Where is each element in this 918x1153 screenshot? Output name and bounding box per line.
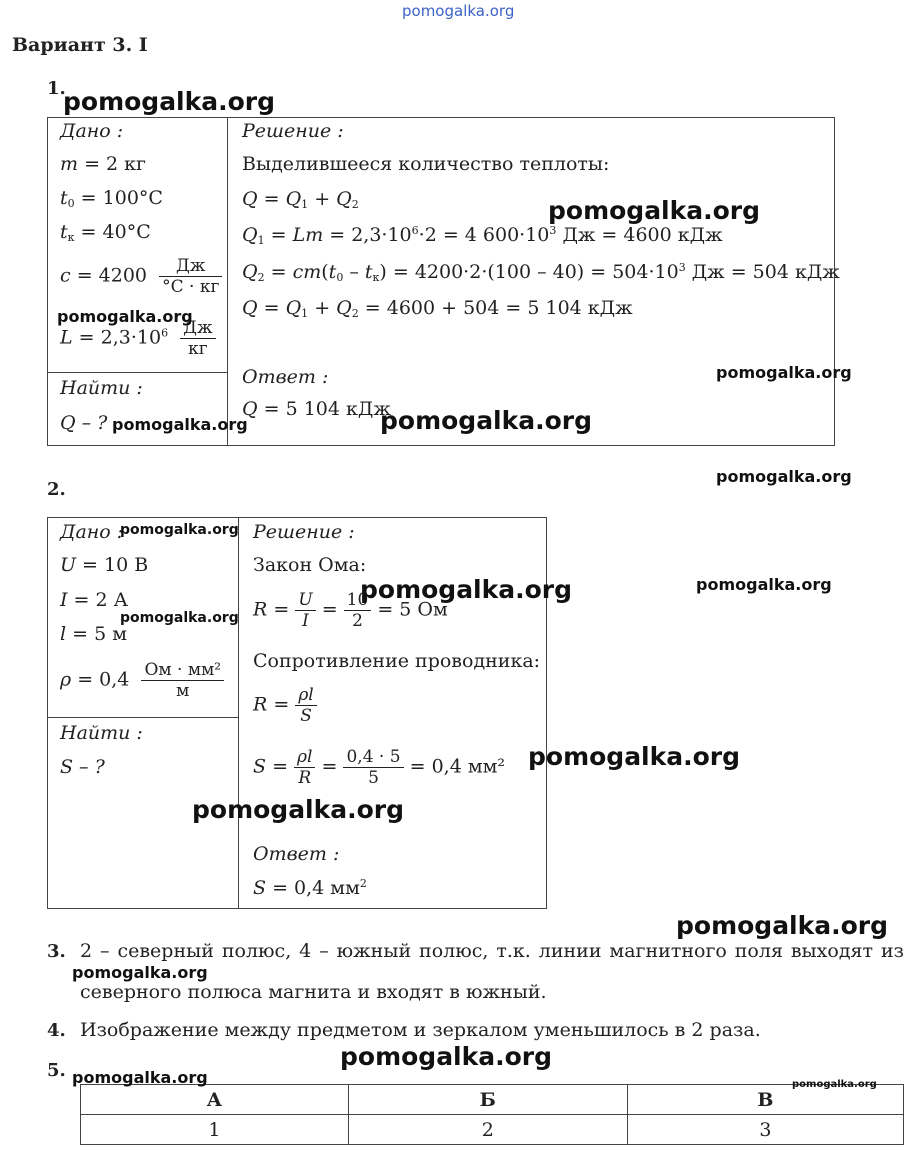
watermark: pomogalka.org [716,363,852,382]
task1-given-c: c = 4200 $\frac{Дж}{^\circ C \cdot кг}$ [60,256,222,297]
task5-value-a: 1 [81,1115,349,1145]
task3-line2: северного полюса магнита и входят в южный. [80,981,547,1003]
watermark: pomogalka.org [716,467,852,486]
task1-divider [227,117,228,446]
task2-rho-den: м [176,681,190,701]
watermark: pomogalka.org [528,742,741,771]
task2-number: 2. [47,479,66,500]
watermark: pomogalka.org [696,575,832,594]
watermark: pomogalka.org [192,795,405,824]
ohm-den-i: I [302,611,309,631]
watermark: pomogalka.org [792,1079,877,1090]
watermark: pomogalka.org [120,522,239,538]
watermark: pomogalka.org [112,415,248,434]
watermark: pomogalka.org [63,87,276,116]
task1-solution-head: Решение : [242,120,344,142]
task2-resist-formula: R = $\frac{\rho l}{S}$ [253,685,317,726]
task1-answer-head: Ответ : [242,366,329,388]
task2-solution-head: Решение : [253,521,355,543]
task1-given-t0: $t_0 = 100^\circ C$ [60,187,163,210]
task1-solution-line5: $Q = Q_1 + Q_2 = 4600 + 504 = 5$ 104 кДж [242,297,633,320]
task5-value-v: 3 [627,1115,903,1145]
task1-c-num: Дж [159,256,222,277]
watermark: pomogalka.org [57,307,193,326]
task5-number: 5. [47,1060,66,1081]
task1-given-divider [47,372,227,373]
task2-given-I: I = 2 А [60,589,129,611]
task1-solution-line1: Выделившееся количество теплоты: [242,153,610,175]
watermark: pomogalka.org [72,1068,208,1087]
task2-find: S – ? [60,756,105,778]
area-den-5: 5 [368,768,379,788]
task1-answer: Q = 5 104 кДж [242,398,391,420]
task2-answer-head: Ответ : [253,843,340,865]
resist-num: ρl [295,685,316,706]
task1-find-head: Найти : [60,377,143,399]
task5-header-a: А [81,1085,349,1115]
task1-solution-line3: $Q_1 = Lm = 2,3\cdot 10^6\cdot 2 = 4$ $600\cdot 10^3$ Дж = 4600 кДж [242,224,723,247]
resist-den: S [300,706,312,726]
task4-text: Изображение между предметом и зеркалом уменьшилось в 2 раза. [80,1019,761,1041]
ohm-eq: = [321,598,338,621]
task2-given-head: Дано : [60,521,124,543]
task2-resist-head: Сопротивление проводника: [253,650,541,672]
task2-given-l: l = 5 м [60,623,127,645]
task1-solution-line2: $Q = Q_1 + Q_2$ [242,188,359,211]
task2-rho-num: Ом · мм² [141,660,224,681]
ohm-den-2: 2 [352,611,363,631]
area-result: = 0,4 мм² [409,755,505,778]
ohm-num-u: U [295,590,315,611]
task1-given-L: $L = 2,3\cdot 10^6$ $\frac{Дж}{кг}$ [60,318,216,359]
page-title: Вариант 3. I [12,34,148,56]
task2-divider [238,517,239,909]
task5-header-v: В [627,1085,903,1115]
task2-given-rho: ρ = 0,4 $\frac{\text{Ом · мм²}}{м}$ [60,660,224,701]
task2-given-divider [47,717,238,718]
task1-solution-line4: $Q_2 = cm(t_0 - t_к) = 4200\cdot 2\cdot(100 - 40) = 504\cdot 10^3$ Дж = 504 кДж [242,261,840,284]
area-num-vals: 0,4 · 5 [343,747,403,768]
task1-given-tk: $t_к = 40^\circ C$ [60,221,151,244]
ohm-result: = 5 Ом [377,598,448,621]
task1-L-num: Дж [180,318,215,339]
task1-L-den: кг [188,339,208,359]
ohm-num-10: 10 [344,590,372,611]
task2-ohm-formula: R = $\frac{U}{I}$ = $\frac{10}{2}$ = 5 Ом [253,590,448,631]
task2-answer: S = 0,4 $мм^2$ [253,877,367,899]
task1-given-head: Дано : [60,120,124,142]
area-eq: = [321,755,338,778]
task3-number: 3. [47,941,66,962]
watermark: pomogalka.org [548,196,761,225]
area-num-rl: ρl [294,747,315,768]
task2-area-formula: S = $\frac{\rho l}{R}$ = $\frac{0,4 \cdot 5}{5}$ = 0,4 мм² [253,747,505,788]
task1-c-den: °C · кг [162,277,220,297]
watermark: pomogalka.org [676,911,889,940]
watermark: pomogalka.org [72,963,208,982]
task1-find: Q – ? [60,412,108,434]
area-den-r: R [298,768,312,788]
watermark: pomogalka.org [360,575,573,604]
watermark: pomogalka.org [120,610,239,626]
watermark: pomogalka.org [340,1042,553,1071]
task4-number: 4. [47,1020,66,1041]
task5-table [80,1084,904,1145]
task1-given-m: m = 2 кг [60,153,146,175]
watermark: pomogalka.org [380,406,593,435]
task5-header-b: Б [348,1085,627,1115]
task1-number: 1. [47,78,66,99]
task2-ohm-head: Закон Ома: [253,554,367,576]
task2-find-head: Найти : [60,722,143,744]
task5-value-b: 2 [348,1115,627,1145]
task3-line1: 2 – северный полюс, 4 – южный полюс, т.к. линии магнитного поля выходят из [80,940,904,962]
task2-given-U: U = 10 В [60,554,149,576]
top-watermark: pomogalka.org [402,2,515,20]
